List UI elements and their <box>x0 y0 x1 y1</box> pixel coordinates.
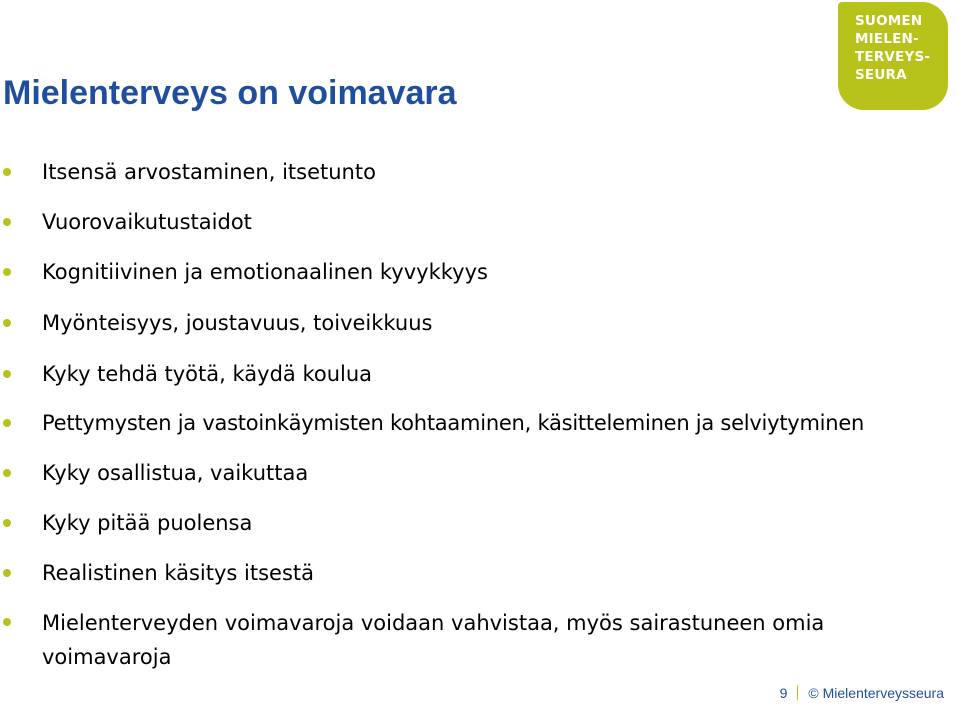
bullet-text: Itsensä arvostaminen, itsetunto <box>42 160 376 184</box>
page-number: 9 <box>779 685 788 701</box>
bullet-dot-icon <box>3 618 11 626</box>
footer <box>780 685 944 701</box>
logo-line: SEURA <box>855 67 907 83</box>
bullet-text: Kyky tehdä työtä, käydä koulua <box>42 362 373 386</box>
bullet-text: Mielenterveyden voimavaroja voidaan vahvistaa, myös sairastuneen omia voimavaroja <box>42 611 825 669</box>
bullet-dot-icon <box>3 569 11 577</box>
bullet-text: Kyky pitää puolensa <box>42 511 253 535</box>
logo-line: SUOMEN <box>855 13 923 29</box>
footer-divider <box>797 685 798 700</box>
bullet-text: Kyky osallistua, vaikuttaa <box>42 461 309 485</box>
bullet-text: Vuorovaikutustaidot <box>42 210 252 234</box>
bullet-text: Pettymysten ja vastoinkäymisten kohtaaminen, käsitteleminen ja selviytyminen <box>42 411 865 435</box>
bullet-dot-icon <box>3 519 11 527</box>
bullet-dot-icon <box>3 218 11 226</box>
logo-line: MIELEN- <box>855 31 919 47</box>
bullet-text: Myönteisyys, joustavuus, toiveikkuus <box>42 311 433 335</box>
bullet-dot-icon <box>3 268 11 276</box>
bullet-dot-icon <box>3 469 11 477</box>
bullet-dot-icon <box>3 419 11 427</box>
bullet-dot-icon <box>3 168 11 176</box>
bullet-text: Realistinen käsitys itsestä <box>42 561 315 585</box>
logo-line: TERVEYS- <box>855 49 931 65</box>
bullet-dot-icon <box>3 319 11 327</box>
bullet-text: Kognitiivinen ja emotionaalinen kyvykkyys <box>42 260 488 284</box>
bullet-dot-icon <box>3 370 11 378</box>
mielenterveysseura-logo <box>838 2 948 110</box>
copyright-text: © Mielenterveysseura <box>808 685 944 701</box>
slide-title: Mielenterveys on voimavara <box>3 74 457 112</box>
